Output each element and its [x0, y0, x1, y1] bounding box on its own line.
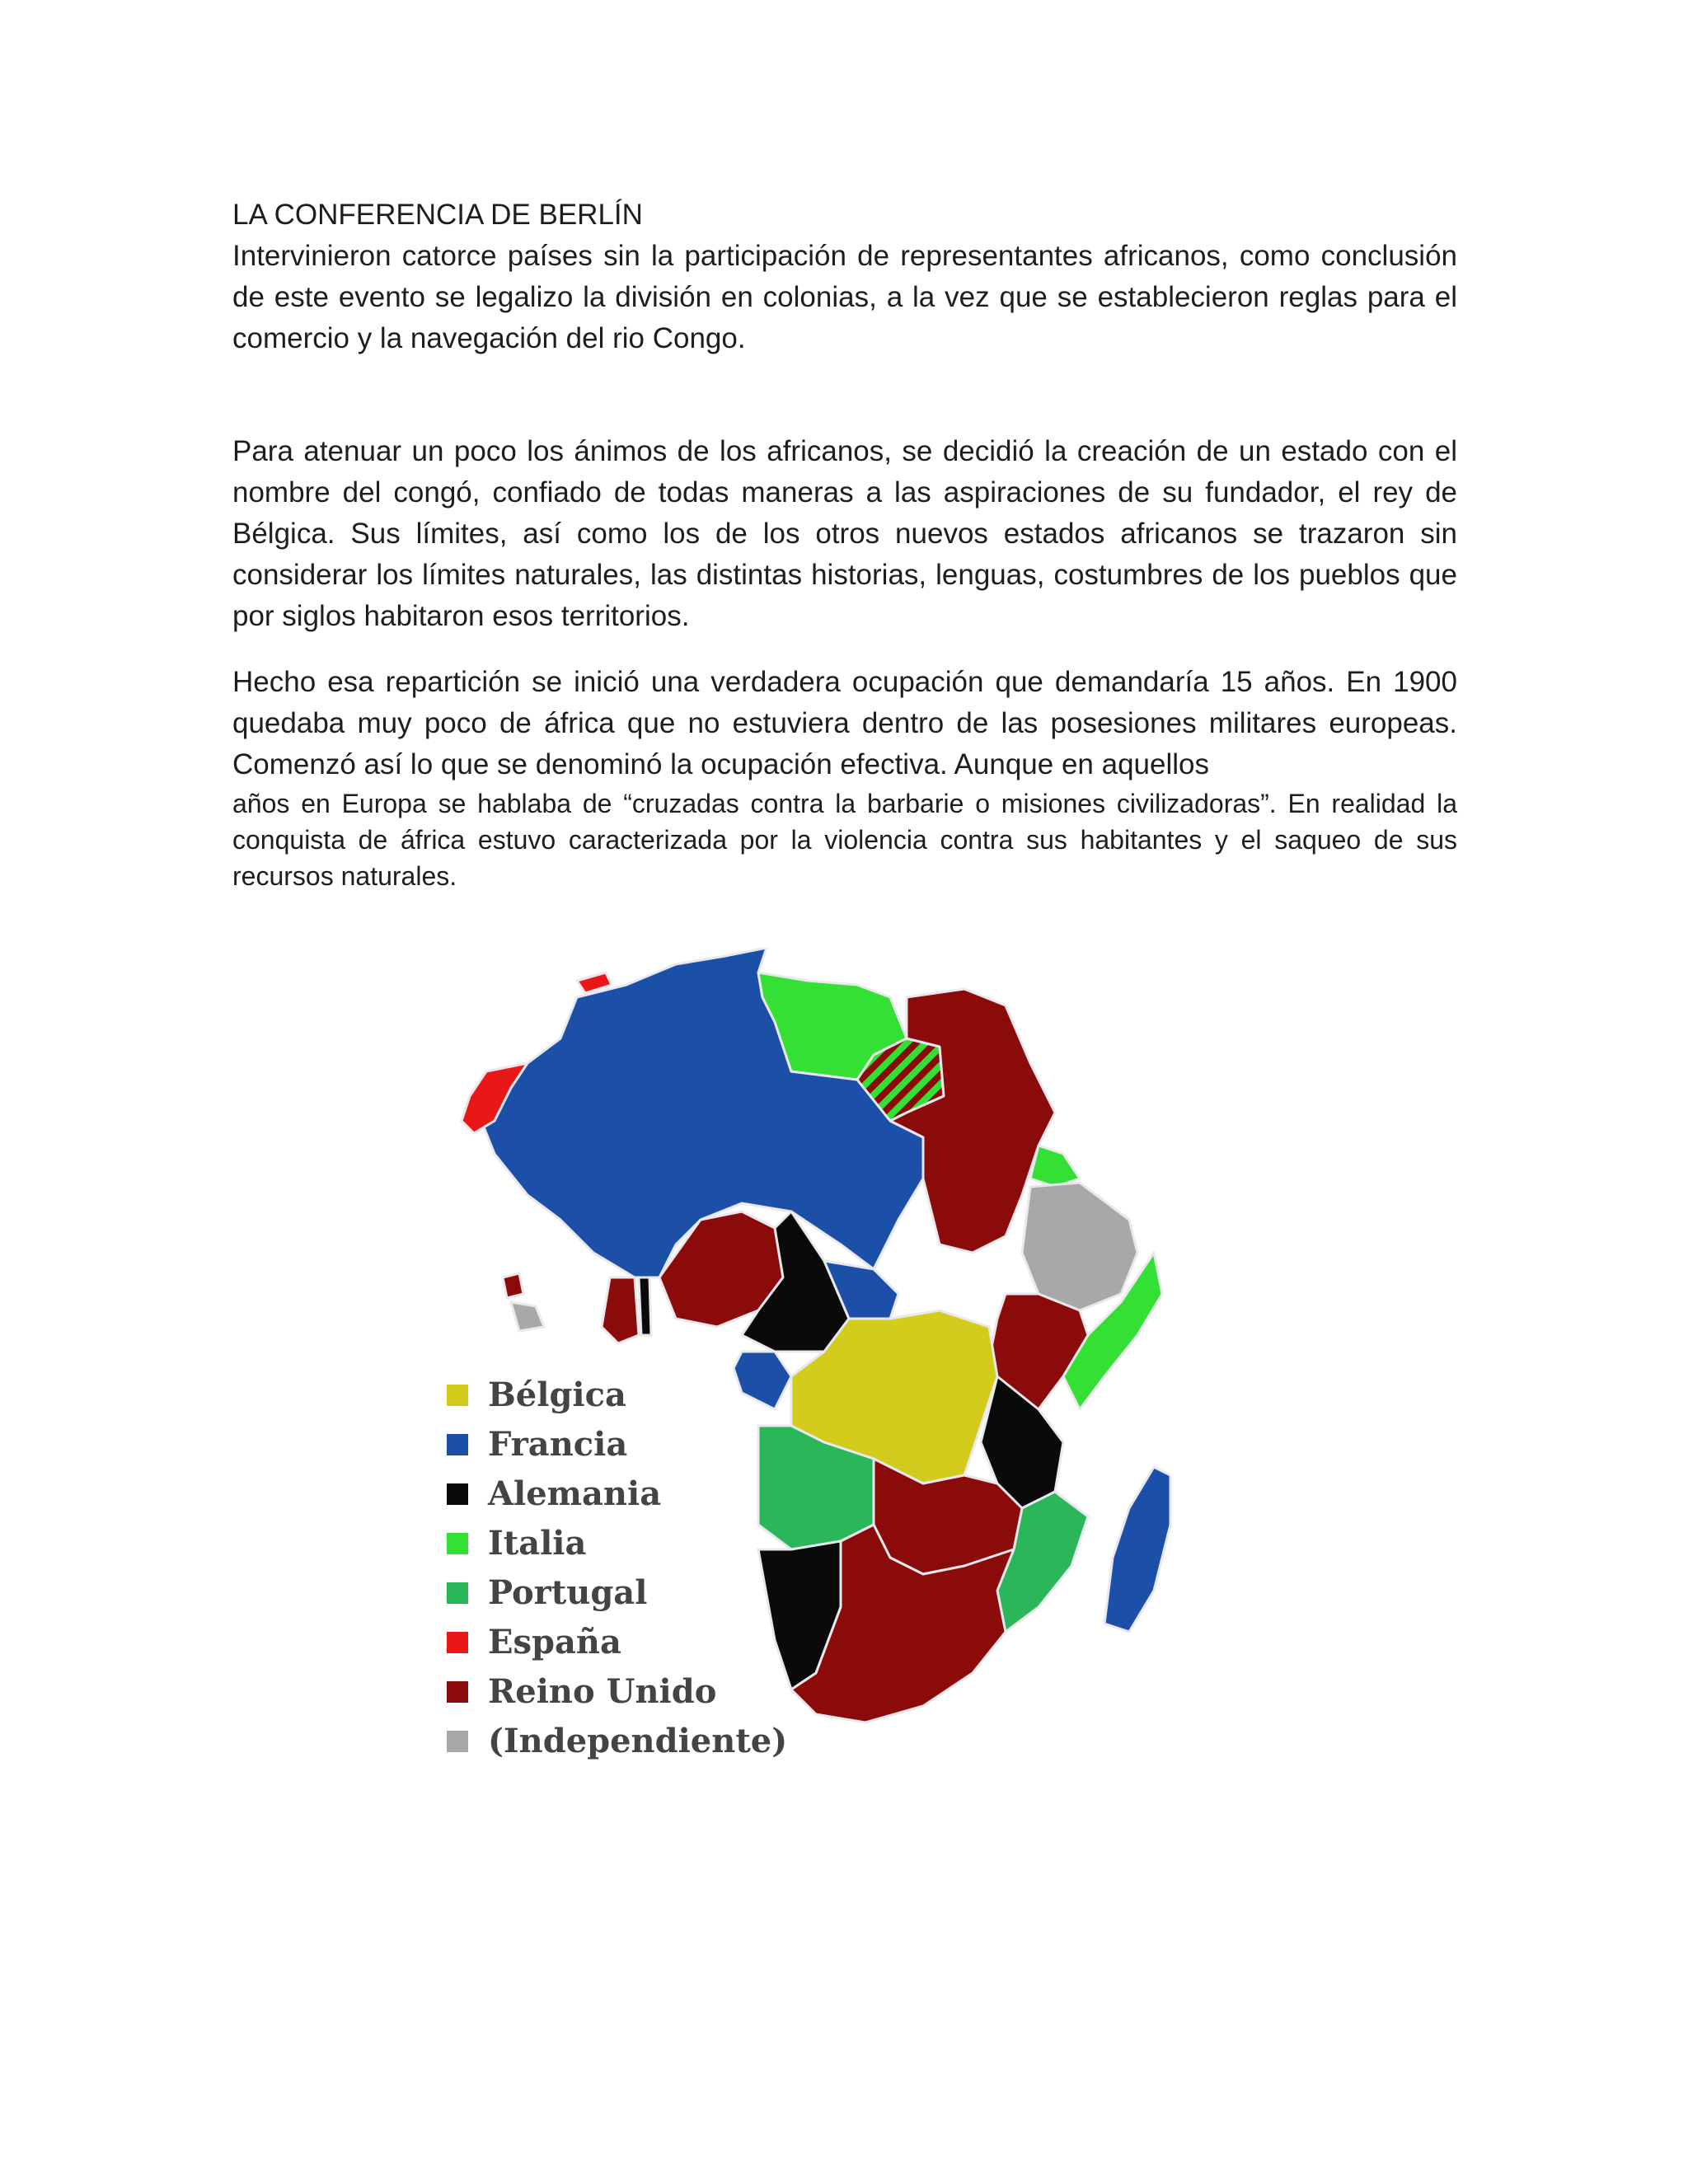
legend-label-francia: Francia — [488, 1425, 628, 1464]
legend-label-espana: España — [488, 1623, 621, 1661]
region-francia-equatorial — [734, 1352, 791, 1409]
legend-label-italia: Italia — [488, 1524, 587, 1563]
legend-label-portugal: Portugal — [488, 1573, 648, 1612]
paragraph-occupation: Hecho esa repartición se inició una verdadera ocupación que demandaría 15 años. En 1900 quedaba muy poco de áfrica que no estuviera dentro de las posesiones militares europeas. Comenzó así lo que se denominó la ocupación efectiva. Aunque en aquellos — [232, 666, 1457, 780]
legend-swatch-alemania — [447, 1483, 468, 1505]
map-legend — [447, 1376, 787, 1760]
region-alemania-togo — [639, 1277, 651, 1335]
legend-swatch-independiente — [447, 1731, 468, 1752]
region-liberia-independent — [511, 1302, 544, 1331]
africa-colonial-map — [429, 948, 1253, 1821]
region-italia-eritrea — [1030, 1146, 1080, 1187]
paragraph-conquest: años en Europa se hablaba de “cruzadas contra la barbarie o misiones civilizadoras”. En realidad la conquista de áfrica estuvo caracterizada por la violencia contra sus habitantes y el saqueo de sus recursos naturales. — [232, 789, 1457, 891]
paragraph-berlin-conference: Intervinieron catorce países sin la participación de representantes africanos, como conclusión de este evento se legalizo la división en colonias, a la vez que se establecieron reglas para el comercio y la navegación del rio Congo. — [232, 240, 1457, 354]
legend-swatch-belgica — [447, 1385, 468, 1406]
paragraph-congo-state: Para atenuar un poco los ánimos de los africanos, se decidió la creación de un estado con el nombre del congó, confiado de todas maneras a las aspiraciones de su fundador, el rey de Bélgica. Sus límites, así como los de los otros nuevos estados africanos se trazaron sin considerar los límites naturales, las distintas historias, lenguas, costumbres de los pueblos que por siglos habitaron esos territorios. — [232, 435, 1457, 632]
region-francia-madagascar — [1104, 1467, 1170, 1632]
legend-label-belgica: Bélgica — [488, 1376, 626, 1414]
legend-swatch-espana — [447, 1632, 468, 1653]
legend-label-reino-unido: Reino Unido — [488, 1672, 717, 1711]
document-body — [232, 194, 1457, 894]
legend-swatch-reino-unido — [447, 1681, 468, 1703]
region-reino-unido-goldcoast — [602, 1277, 639, 1343]
document-title: LA CONFERENCIA DE BERLÍN — [232, 199, 643, 231]
region-reino-unido-sierraleone — [503, 1273, 523, 1298]
legend-label-independiente: (Independiente) — [488, 1722, 788, 1760]
legend-swatch-francia — [447, 1434, 468, 1455]
legend-swatch-portugal — [447, 1582, 468, 1604]
region-ethiopia-independent — [1022, 1183, 1137, 1310]
legend-swatch-italia — [447, 1533, 468, 1554]
legend-label-alemania: Alemania — [488, 1474, 662, 1513]
